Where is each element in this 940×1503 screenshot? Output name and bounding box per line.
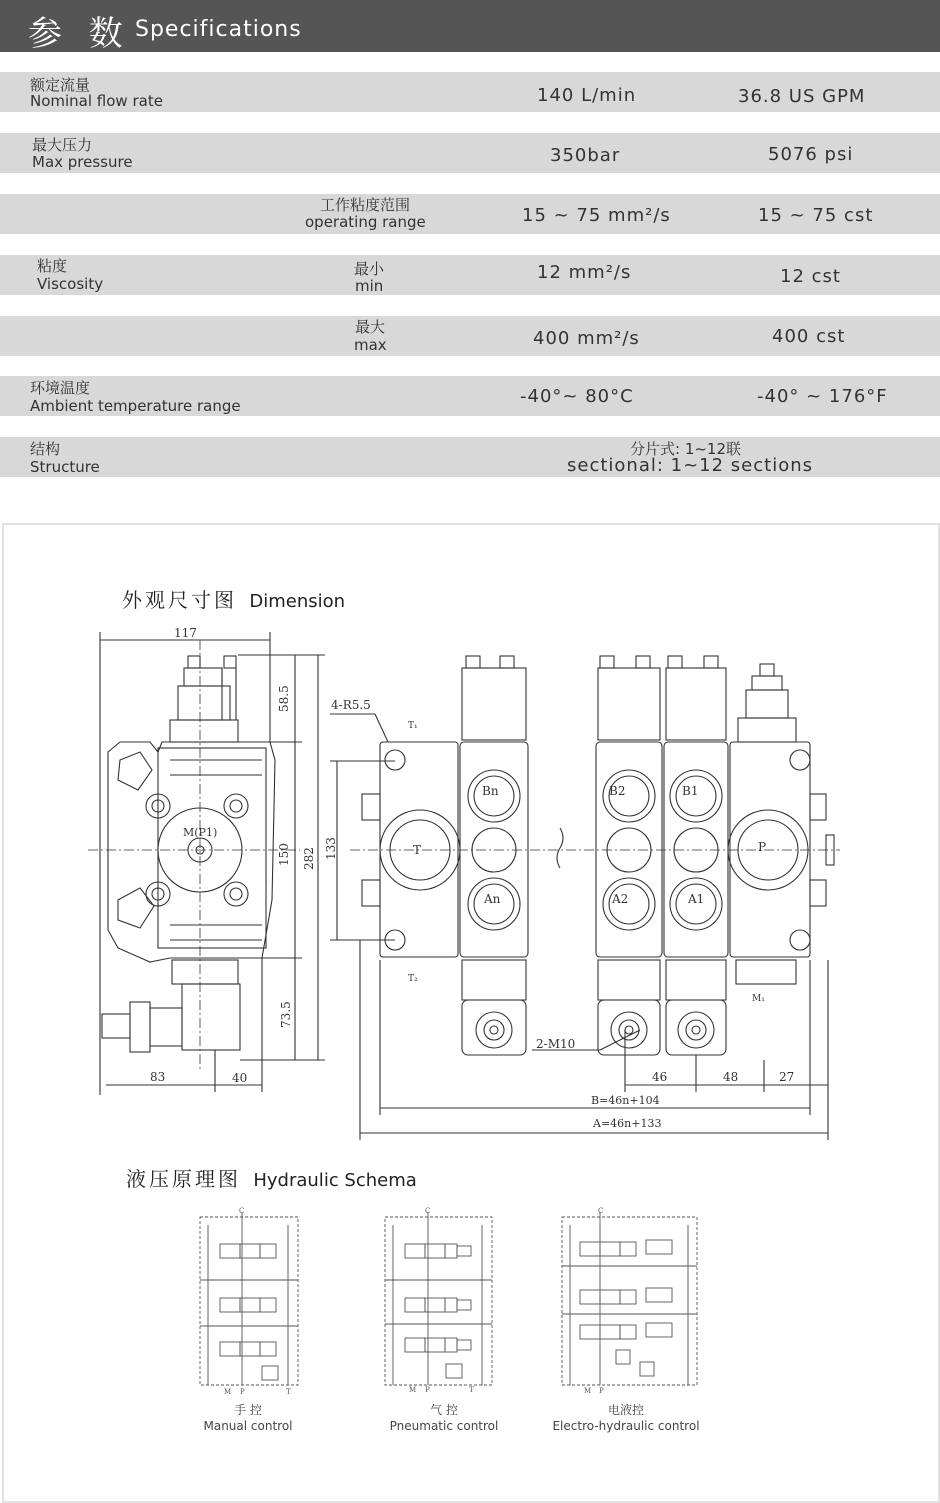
- imperial-value: 12 cst: [780, 266, 841, 287]
- dim-46: 46: [652, 1070, 668, 1084]
- label-en: Structure: [30, 458, 100, 476]
- spec-row-viscosity-max: [0, 316, 940, 356]
- structure-value-cn: 分片式: 1~12联: [630, 440, 742, 458]
- schema-pneumatic-label-cn: 气 控: [430, 1403, 458, 1417]
- imperial-value: 400 cst: [772, 326, 846, 347]
- pneumatic-port-p: P: [425, 1386, 430, 1394]
- dimension-drawing: [0, 610, 940, 1150]
- spec-row-nominal-flow: [0, 72, 940, 112]
- port-t: T: [413, 843, 422, 857]
- imperial-value: 5076 psi: [768, 144, 854, 165]
- front-view: [330, 656, 840, 1140]
- electro-port-c: C: [598, 1207, 604, 1215]
- imperial-value: 36.8 US GPM: [738, 86, 866, 107]
- schema-electro-label-cn: 电液控: [607, 1403, 644, 1417]
- port-m1: M₁: [752, 994, 765, 1004]
- schema-pneumatic: [385, 1212, 492, 1385]
- metric-value: 350bar: [550, 145, 621, 166]
- port-b2: B2: [609, 784, 626, 798]
- spec-row-max-pressure: [0, 133, 940, 173]
- schema-electro-caption: [546, 1402, 706, 1434]
- metric-value: 15 ~ 75 mm²/s: [522, 205, 671, 226]
- dim-83: 83: [150, 1070, 166, 1084]
- structure-value-en: sectional: 1~12 sections: [567, 455, 814, 476]
- schema-manual-label-en: Manual control: [203, 1419, 293, 1433]
- imperial-value: -40° ~ 176°F: [757, 386, 888, 407]
- manual-port-t: T: [286, 1388, 291, 1396]
- dimension-title-cn: 外观尺寸图: [122, 588, 237, 612]
- label-cn: 结构: [30, 440, 61, 458]
- label-cn: 额定流量: [30, 76, 91, 94]
- sub-label-en: operating range: [305, 213, 426, 231]
- schema-electro-label-en: Electro-hydraulic control: [552, 1419, 700, 1433]
- metric-value: 140 L/min: [537, 85, 637, 106]
- port-b1: B1: [682, 784, 699, 798]
- port-an: An: [484, 892, 501, 906]
- label-en: Max pressure: [32, 153, 133, 171]
- label-cn: 粘度: [37, 257, 68, 275]
- port-a2: A2: [612, 892, 629, 906]
- label-cn: 最大压力: [32, 136, 93, 154]
- label-en: Nominal flow rate: [30, 92, 163, 110]
- dim-150: 150: [277, 843, 291, 866]
- manual-port-c: C: [239, 1207, 245, 1215]
- imperial-value: 15 ~ 75 cst: [758, 205, 874, 226]
- sub-label-cn: 最小: [354, 260, 385, 278]
- dim-27: 27: [779, 1070, 795, 1084]
- label-cn: 环境温度: [30, 379, 91, 397]
- spec-row-structure: [0, 437, 940, 477]
- specifications-header: [0, 0, 940, 52]
- header-title-cn: 参 数: [28, 14, 131, 54]
- label-en: Ambient temperature range: [30, 397, 241, 415]
- metric-value: -40°~ 80°C: [520, 386, 634, 407]
- spec-row-operating-range: [0, 194, 940, 234]
- dimension-title-en: Dimension: [249, 591, 346, 612]
- schema-manual-caption: [198, 1402, 298, 1434]
- dim-133: 133: [324, 837, 338, 860]
- electro-port-m: M: [584, 1387, 592, 1395]
- sub-label-cn: 工作粘度范围: [320, 196, 411, 214]
- dim-73-5: 73.5: [279, 1001, 293, 1028]
- manual-port-m: M: [224, 1388, 232, 1396]
- hydraulic-title-en: Hydraulic Schema: [253, 1170, 417, 1191]
- pneumatic-port-t: T: [469, 1386, 474, 1394]
- schema-electro-hydraulic: [562, 1212, 697, 1385]
- port-a1: A1: [688, 892, 705, 906]
- port-t1: T₁: [408, 721, 418, 731]
- dim-a-formula: A=46n+133: [593, 1117, 662, 1130]
- schema-manual: [200, 1212, 298, 1385]
- dim-58-5: 58.5: [277, 685, 291, 712]
- metric-value: 12 mm²/s: [537, 262, 632, 283]
- electro-port-p: P: [599, 1387, 604, 1395]
- header-title-en: Specifications: [135, 17, 302, 42]
- manual-port-p: P: [240, 1388, 245, 1396]
- port-t2: T₂: [408, 974, 418, 984]
- label-en: Viscosity: [37, 275, 104, 293]
- dim-r5-5: 4-R5.5: [331, 698, 371, 712]
- port-mp1: M(P1): [183, 826, 218, 839]
- port-p: P: [758, 840, 767, 854]
- schema-pneumatic-label-en: Pneumatic control: [389, 1419, 499, 1433]
- dim-40: 40: [232, 1071, 248, 1085]
- dim-282: 282: [302, 847, 316, 870]
- sub-label-en: max: [354, 336, 387, 354]
- port-bn: Bn: [482, 784, 499, 798]
- schema-manual-label-cn: 手 控: [234, 1403, 262, 1417]
- spec-row-ambient-temp: [0, 376, 940, 416]
- dim-b-formula: B=46n+104: [591, 1094, 660, 1107]
- pneumatic-port-m: M: [409, 1386, 417, 1394]
- dim-117: 117: [174, 626, 197, 640]
- spec-row-viscosity-min: [0, 255, 940, 295]
- metric-value: 400 mm²/s: [533, 328, 640, 349]
- dimension-title: [122, 584, 345, 613]
- hydraulic-schemas: [0, 1205, 940, 1405]
- dim-m10: 2-M10: [536, 1037, 576, 1051]
- schema-pneumatic-caption: [384, 1402, 504, 1434]
- pneumatic-port-c: C: [425, 1207, 431, 1215]
- dim-48: 48: [723, 1070, 739, 1084]
- sub-label-en: min: [355, 277, 384, 295]
- hydraulic-title: [126, 1163, 417, 1192]
- sub-label-cn: 最大: [355, 318, 386, 336]
- hydraulic-title-cn: 液压原理图: [126, 1167, 241, 1191]
